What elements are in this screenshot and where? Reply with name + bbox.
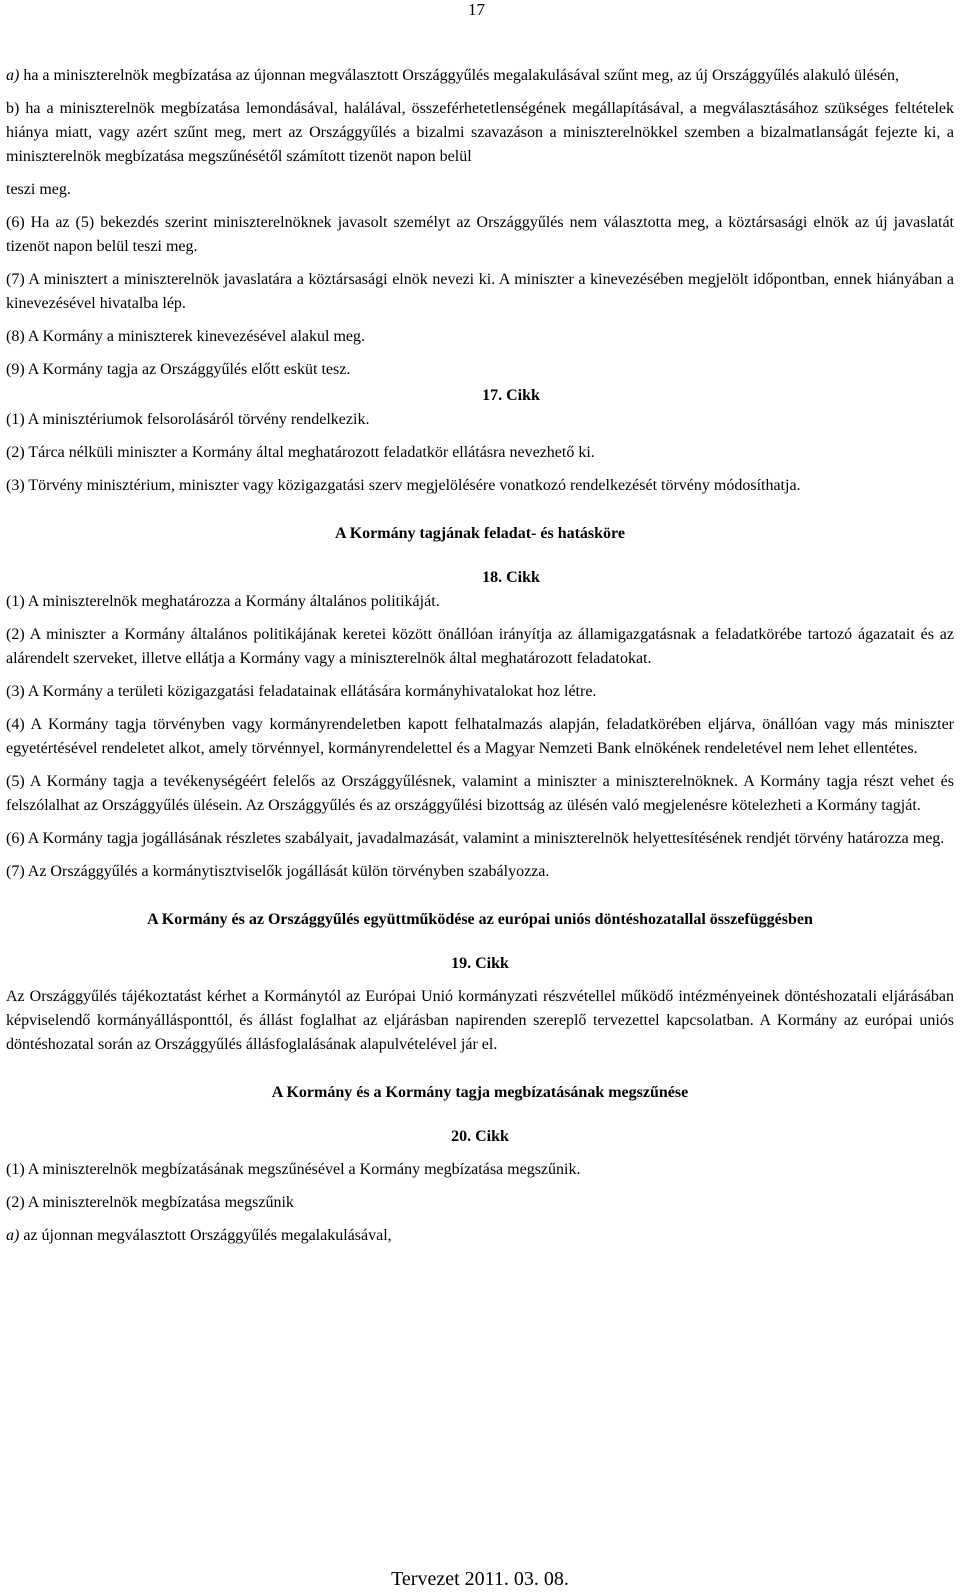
paragraph-b: b) ha a miniszterelnök megbízatása lemondásával, halálával, összeférhetetlenségének megállapításával, a megválasztásához szükséges feltételek hiánya miatt, vagy azért szűnt meg, mert az Országgyűlés a bizalmi szavazáson a miniszterelnökkel szemben a bizalmatlanságát fejezte ki, a miniszterelnök megbízatása megszűnésétől számított tizenöt napon belül [6,100,954,165]
item-marker: a) [6,67,20,84]
article-17-paragraph-2: (2) Tárca nélküli miniszter a Kormány által meghatározott feladatkör ellátásra nevezhető ki. [6,444,595,461]
paragraph-9: (9) A Kormány tagja az Országgyűlés előtt esküt tesz. [6,361,351,378]
paragraph-teszi-meg: teszi meg. [6,181,71,198]
article-19-paragraph: Az Országgyűlés tájékoztatást kérhet a Kormánytól az Európai Unió kormányzati részvétellel működő intézményeinek döntéshozatali eljárásában képviselendő kormányállásponttól, és állást foglalhat az eljárásban napirenden szereplő tervezettel kapcsolatban. A Kormány az európai uniós döntéshozatal során az Országgyűlés állásfoglalásának alapulvételével jár el. [6,988,954,1053]
article-18-paragraph-3: (3) A Kormány a területi közigazgatási feladatainak ellátására kormányhivatalokat hoz létre. [6,683,597,700]
page-number: 17 [468,0,485,19]
article-18-paragraph-6: (6) A Kormány tagja jogállásának részletes szabályait, javadalmazását, valamint a miniszterelnök helyettesítésének rendjét törvény határozza meg. [6,830,945,847]
article-17-paragraph-3: (3) Törvény minisztérium, miniszter vagy közigazgatási szerv megjelölésére vonatkozó rendelkezését törvény módosíthatja. [6,477,801,494]
article-20-item-a [6,1224,954,1248]
article-heading-20: 20. Cikk [451,1128,509,1145]
paragraph-6: (6) Ha az (5) bekezdés szerint miniszterelnöknek javasolt személyt az Országgyűlés nem választotta meg, a köztársasági elnök az új javaslatát tizenöt napon belül teszi meg. [6,214,954,255]
article-20-paragraph-1: (1) A miniszterelnök megbízatásának megszűnésével a Kormány megbízatása megszűnik. [6,1161,581,1178]
article-heading-18: 18. Cikk [482,569,540,586]
article-18-paragraph-4: (4) A Kormány tagja törvényben vagy kormányrendeletben kapott felhatalmazás alapján, feladatkörében eljárva, önállóan vagy más miniszter egyetértésével rendeletet alkot, amely törvénnyel, kormányrendelettel és a Magyar Nemzeti Bank elnökének rendeletével nem lehet ellentétes. [6,716,954,757]
item-text: az újonnan megválasztott Országgyűlés megalakulásával, [19,1227,392,1244]
article-20-paragraph-2: (2) A miniszterelnök megbízatása megszűnik [6,1194,294,1211]
paragraph-text: ha a miniszterelnök megbízatása az újonnan megválasztott Országgyűlés megalakulásával szűnt meg, az új Országgyűlés alakuló ülésén, [19,67,900,84]
article-18-paragraph-2: (2) A miniszter a Kormány általános politikájának keretei között önállóan irányítja az államigazgatásnak a feladatkörébe tartozó ágazatait és az alárendelt szerveket, illetve ellátja a Kormány vagy a miniszterelnök által meghatározott feladatokat. [6,626,954,667]
article-18-paragraph-7: (7) Az Országgyűlés a kormánytisztviselők jogállását külön törvényben szabályozza. [6,863,550,880]
document-body [6,64,954,1257]
article-heading-17: 17. Cikk [482,387,540,404]
article-18-paragraph-5: (5) A Kormány tagja a tevékenységéért felelős az Országgyűlésnek, valamint a miniszter a miniszterelnöknek. A Kormány tagja részt vehet és felszólalhat az Országgyűlés ülésein. Az Országgyűlés és az országgyűlési bizottság az ülésén való megjelenésre kötelezheti a Kormány tagját. [6,773,954,814]
section-title-megszunes: A Kormány és a Kormány tagja megbízatásának megszűnése [271,1084,689,1101]
section-title-eu-dontes: A Kormány és az Országgyűlés együttműködése az európai uniós döntéshozatallal összefüggésben [147,911,813,928]
footer-draft-date: Tervezet 2011. 03. 08. [391,1568,569,1590]
article-heading-19: 19. Cikk [451,955,509,972]
paragraph-a [6,64,954,88]
section-title-feladat-hataskor: A Kormány tagjának feladat- és hatásköre [335,525,625,542]
article-17-paragraph-1: (1) A minisztériumok felsorolásáról törvény rendelkezik. [6,411,370,428]
item-marker: a) [6,1227,20,1244]
paragraph-7: (7) A minisztert a miniszterelnök javaslatára a köztársasági elnök nevezi ki. A miniszter a kinevezésében megjelölt időpontban, ennek hiányában a kinevezésével hivatalba lép. [6,271,954,312]
paragraph-8: (8) A Kormány a miniszterek kinevezésével alakul meg. [6,328,365,345]
article-18-paragraph-1: (1) A miniszterelnök meghatározza a Kormány általános politikáját. [6,593,440,610]
